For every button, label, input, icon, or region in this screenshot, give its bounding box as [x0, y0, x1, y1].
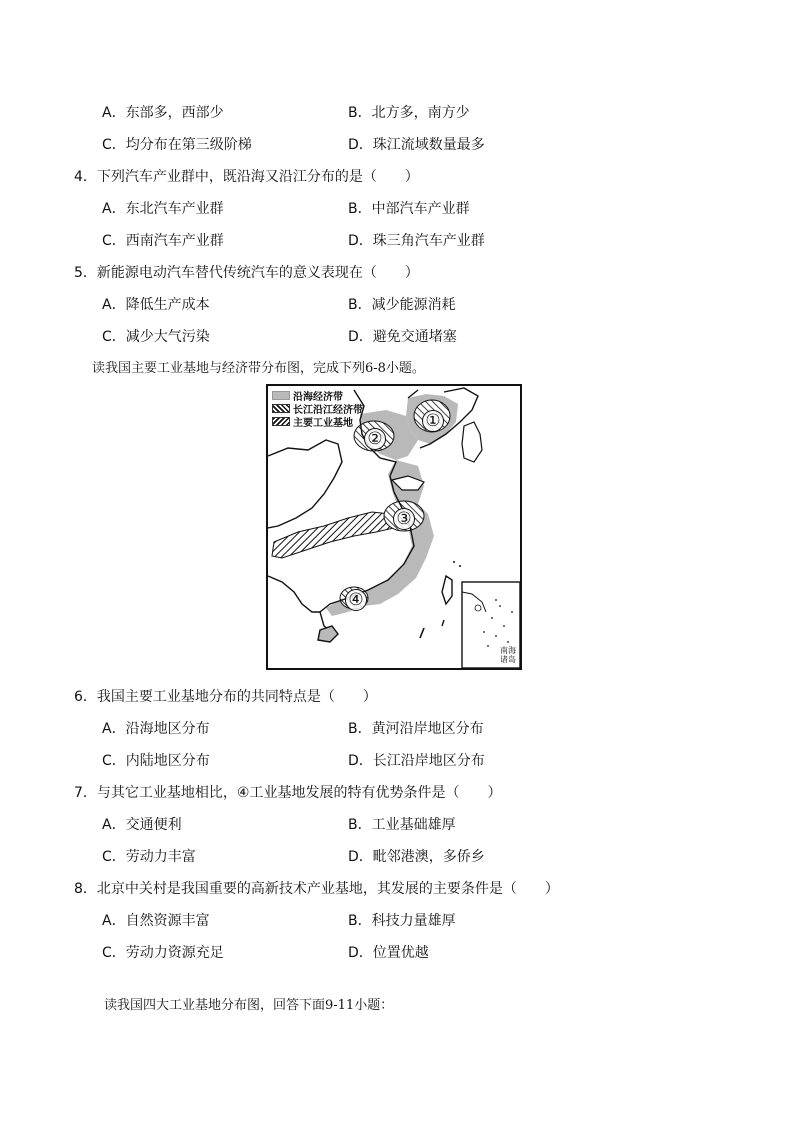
legend-item-base [272, 415, 363, 428]
legend-label: 沿海经济带 [293, 392, 343, 403]
yangtze-river-belt [272, 512, 394, 558]
inset-island [475, 605, 481, 611]
hainan-island [318, 626, 338, 642]
q7-option-c: C．劳动力丰富 [102, 849, 196, 865]
q8-option-c: C．劳动力资源充足 [102, 945, 224, 961]
legend-swatch-gray [272, 391, 290, 400]
q6-option-c: C．内陆地区分布 [102, 753, 210, 769]
q4-option-c: C．西南汽车产业群 [102, 233, 224, 249]
island-mark [442, 620, 444, 626]
q5-option-d: D．避免交通堵塞 [348, 329, 457, 345]
island-mark [420, 628, 424, 638]
intro-6-8: 读我国主要工业基地与经济带分布图，完成下列6-8小题。 [92, 361, 425, 376]
intro-9-11: 读我国四大工业基地分布图，回答下面9-11小题： [104, 998, 394, 1013]
q3-option-a: A．东部多，西部少 [102, 105, 224, 121]
q4-stem: 4．下列汽车产业群中，既沿海又沿江分布的是（ ） [74, 169, 419, 185]
southwest-border [268, 576, 320, 612]
q4-option-d: D．珠三角汽车产业群 [348, 233, 485, 249]
q5-stem: 5．新能源电动汽车替代传统汽车的意义表现在（ ） [74, 265, 419, 281]
taiwan-island [442, 576, 452, 604]
legend-label: 长江沿江经济带 [293, 405, 363, 416]
q5-option-b: B．减少能源消耗 [348, 297, 456, 313]
map-legend [272, 389, 363, 428]
base-label-4: ④ [345, 589, 367, 611]
q7-option-b: B．工业基础雄厚 [348, 817, 456, 833]
q5-option-a: A．降低生产成本 [102, 297, 210, 313]
q3-option-b: B．北方多，南方少 [348, 105, 470, 121]
q7-option-d: D．毗邻港澳，多侨乡 [348, 849, 485, 865]
island-dot [453, 561, 455, 563]
q8-option-a: A．自然资源丰富 [102, 913, 210, 929]
industrial-base-map [266, 384, 522, 670]
inset-label-south-sea: 南海诸岛 [500, 646, 516, 664]
q6-option-b: B．黄河沿岸地区分布 [348, 721, 484, 737]
base-label-2: ② [364, 428, 386, 450]
q5-option-c: C．减少大气污染 [102, 329, 210, 345]
q4-option-a: A．东北汽车产业群 [102, 201, 224, 217]
base-label-1: ① [422, 410, 444, 432]
q7-option-a: A．交通便利 [102, 817, 182, 833]
base-label-3: ③ [393, 508, 415, 530]
q6-stem: 6．我国主要工业基地分布的共同特点是（ ） [74, 689, 377, 705]
q8-option-d: D．位置优越 [348, 945, 429, 961]
q8-stem: 8．北京中关村是我国重要的高新技术产业基地，其发展的主要条件是（ ） [74, 881, 559, 897]
legend-swatch-crosshatch [272, 417, 290, 426]
q3-option-d: D．珠江流域数量最多 [348, 137, 485, 153]
q6-option-a: A．沿海地区分布 [102, 721, 210, 737]
q8-option-b: B．科技力量雄厚 [348, 913, 456, 929]
q4-option-b: B．中部汽车产业群 [348, 201, 470, 217]
q6-option-d: D．长江沿岸地区分布 [348, 753, 485, 769]
korea-peninsula [462, 422, 482, 462]
inland-border [268, 440, 342, 528]
legend-swatch-hatch [272, 404, 290, 413]
legend-label: 主要工业基地 [293, 418, 353, 429]
q7-stem: 7．与其它工业基地相比，④工业基地发展的特有优势条件是（ ） [74, 785, 502, 801]
q3-option-c: C．均分布在第三级阶梯 [102, 137, 252, 153]
island-dot [459, 565, 461, 567]
